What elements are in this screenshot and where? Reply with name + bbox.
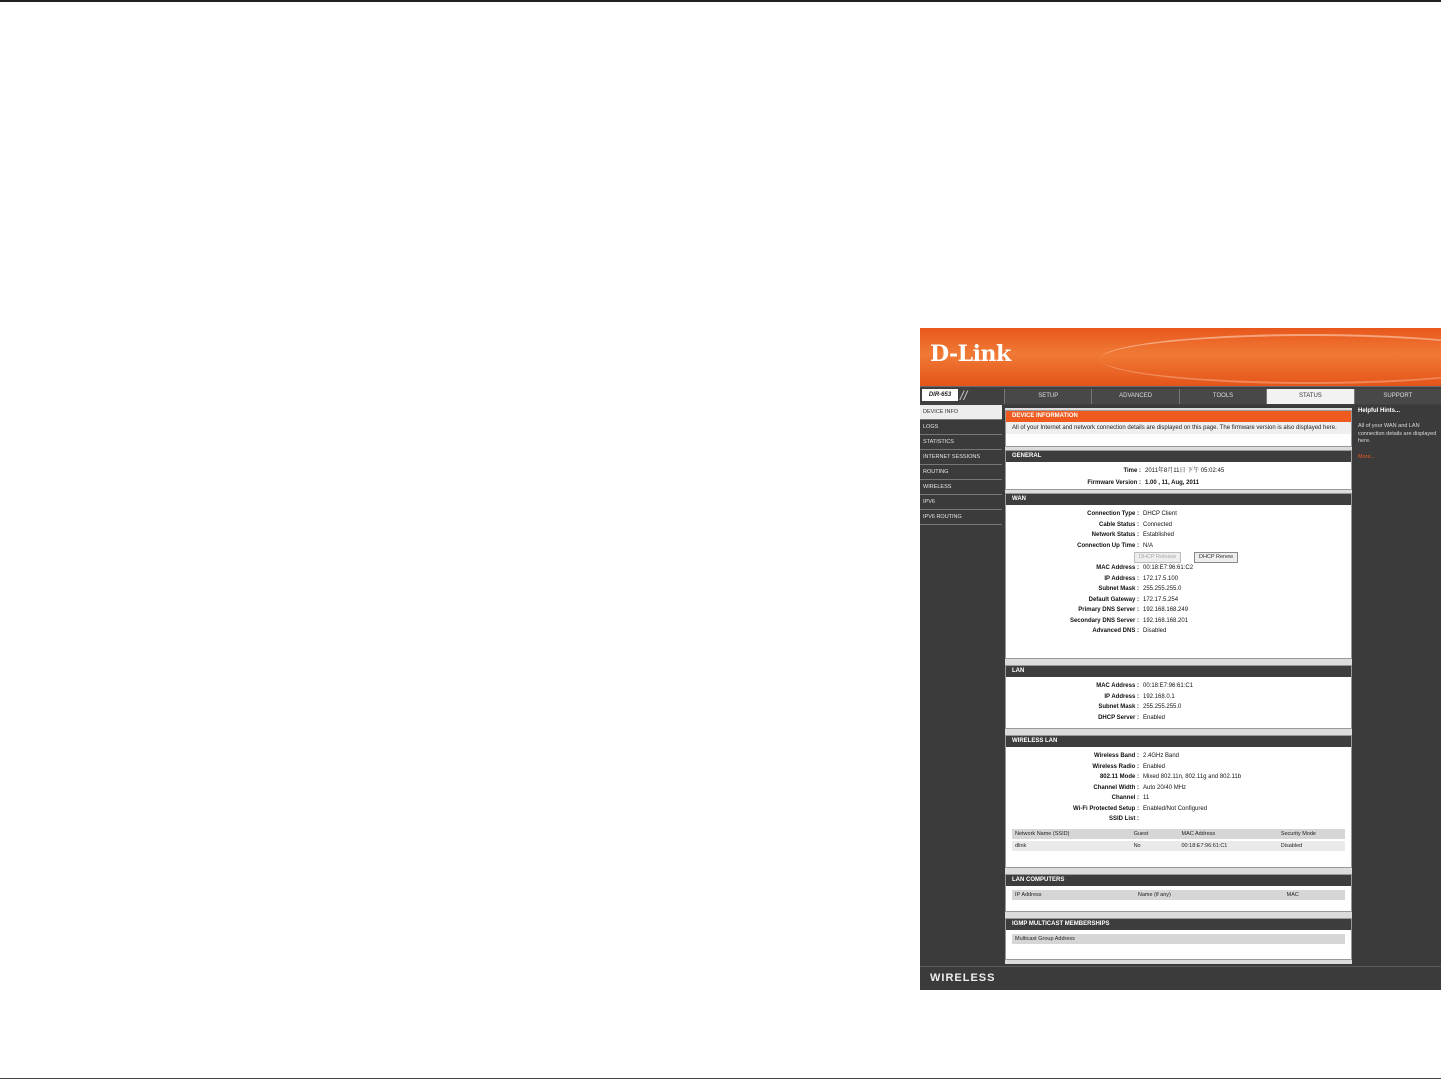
ssid-cell: 00:18:E7:96:61:C1 <box>1181 842 1228 849</box>
row-label: Channel : <box>1111 795 1139 801</box>
info-row <box>1006 713 1351 724</box>
row-label: IP Address : <box>1104 693 1139 700</box>
row-value: 11 <box>1143 795 1150 801</box>
row-label: Default Gateway : <box>1088 596 1139 603</box>
info-row <box>1006 509 1351 520</box>
row-value: Enabled/Not Configured <box>1143 805 1208 812</box>
firmware-label: Firmware Version : <box>1087 479 1141 486</box>
row-value: Enabled <box>1143 714 1166 721</box>
hints-text: All of your WAN and LAN connection details are displayed here. <box>1358 423 1437 444</box>
sidebar-item-logs[interactable]: LOGS <box>920 420 1002 435</box>
row-value: 192.168.168.201 <box>1143 617 1189 624</box>
row-label: Subnet Mask : <box>1098 586 1139 592</box>
device-info-box <box>1005 410 1352 447</box>
top-rule <box>0 0 1441 2</box>
row-label: SSID List : <box>1108 816 1139 822</box>
lan-computers-table <box>1012 890 1345 900</box>
row-value: 172.17.5.100 <box>1143 575 1179 582</box>
row-value: DHCP Client <box>1143 511 1177 517</box>
info-row <box>1006 563 1351 574</box>
lan-computers-title: LAN COMPUTERS <box>1006 875 1351 886</box>
info-row <box>1006 804 1351 815</box>
sidebar <box>920 405 1002 965</box>
info-row <box>1006 626 1351 637</box>
tab-support[interactable]: SUPPORT <box>1354 389 1441 404</box>
row-value: Established <box>1143 532 1175 538</box>
ssid-header-cell: Network Name (SSID) <box>1015 830 1070 837</box>
lan-computers-header-cell: MAC <box>1286 892 1299 898</box>
lan-rows <box>1006 681 1351 723</box>
row-label: Wireless Band : <box>1094 753 1139 759</box>
row-label: Secondary DNS Server : <box>1069 617 1139 624</box>
lan-box <box>1005 665 1352 729</box>
info-row <box>1006 814 1351 825</box>
row-label: Channel Width : <box>1093 784 1139 791</box>
ssid-cell: dlink <box>1015 842 1027 849</box>
row-value: 192.168.168.249 <box>1143 607 1189 613</box>
row-value: Enabled <box>1143 763 1166 770</box>
time-value: 2011年8月11日 下午 05:02:45 <box>1145 468 1225 474</box>
info-row <box>1006 605 1351 616</box>
wan-rows-2 <box>1006 563 1351 637</box>
model-badge: DIR-653 <box>922 389 958 401</box>
wan-box <box>1005 493 1352 659</box>
row-label: Cable Status : <box>1098 521 1139 528</box>
info-row <box>1006 762 1351 773</box>
wlan-rows <box>1006 751 1351 825</box>
sidebar-item-device-info[interactable]: DEVICE INFO <box>920 405 1002 420</box>
info-row <box>1006 692 1351 703</box>
info-row <box>1006 793 1351 804</box>
top-nav <box>920 386 1441 405</box>
igmp-box <box>1005 918 1352 960</box>
time-row <box>1006 466 1351 478</box>
igmp-header-cell: Multicast Group Address <box>1015 936 1075 942</box>
dhcp-buttons <box>1006 551 1351 563</box>
info-row <box>1006 681 1351 692</box>
ssid-table-header <box>1012 829 1345 839</box>
ssid-header-cell: Guest <box>1133 830 1149 837</box>
igmp-table <box>1012 934 1345 944</box>
tab-status[interactable]: STATUS <box>1266 389 1353 404</box>
row-label: Connection Type : <box>1087 511 1139 517</box>
sidebar-item-statistics[interactable]: STATISTICS <box>920 435 1002 450</box>
row-value: Auto 20/40 MHz <box>1143 784 1187 791</box>
dhcp-renew-button[interactable]: DHCP Renew <box>1194 552 1238 563</box>
lan-computers-header-cell: Name (if any) <box>1137 892 1171 898</box>
row-label: MAC Address : <box>1096 683 1139 689</box>
igmp-header <box>1012 934 1345 944</box>
row-label: 802.11 Mode : <box>1099 774 1139 780</box>
info-row <box>1006 772 1351 783</box>
row-label: Network Status : <box>1091 532 1139 538</box>
hints-title: Helpful Hints... <box>1358 408 1400 414</box>
row-label: Advanced DNS : <box>1092 628 1139 634</box>
tab-setup[interactable]: SETUP <box>1004 389 1091 404</box>
sidebar-item-wireless[interactable]: WIRELESS <box>920 480 1002 495</box>
ssid-header-cell: Security Mode <box>1280 830 1316 837</box>
sidebar-item-internet-sessions[interactable]: INTERNET SESSIONS <box>920 450 1002 465</box>
general-title: GENERAL <box>1006 451 1351 462</box>
igmp-title: IGMP MULTICAST MEMBERSHIPS <box>1006 919 1351 930</box>
lan-computers-box <box>1005 874 1352 912</box>
main-content <box>1005 408 1352 964</box>
row-value: 172.17.5.254 <box>1143 596 1179 603</box>
info-row <box>1006 616 1351 627</box>
time-label: Time : <box>1123 468 1141 474</box>
row-value: 2.4GHz Band <box>1143 753 1180 759</box>
hints-more-link[interactable]: More... <box>1358 453 1376 460</box>
sidebar-item-ipv6-routing[interactable]: IPV6 ROUTING <box>920 510 1002 525</box>
divider-slashes-icon: // <box>960 388 968 403</box>
row-label: DHCP Server : <box>1098 714 1139 721</box>
brand-banner <box>920 328 1441 386</box>
firmware-value: 1.00 , 11, Aug, 2011 <box>1145 479 1200 486</box>
row-label: MAC Address : <box>1096 565 1139 571</box>
row-label: Subnet Mask : <box>1098 704 1139 710</box>
tab-advanced[interactable]: ADVANCED <box>1091 389 1178 404</box>
lan-computers-header <box>1012 890 1345 900</box>
info-row <box>1006 541 1351 552</box>
info-row <box>1006 751 1351 762</box>
info-row <box>1006 530 1351 541</box>
ssid-header-cell: MAC Address <box>1181 830 1216 837</box>
info-row <box>1006 702 1351 713</box>
wan-title: WAN <box>1006 494 1351 505</box>
row-label: IP Address : <box>1104 575 1139 582</box>
lan-title: LAN <box>1006 666 1351 677</box>
row-value: 255.255.255.0 <box>1143 586 1182 592</box>
info-row <box>1006 595 1351 606</box>
wireless-lan-box <box>1005 735 1352 868</box>
table-row <box>1012 841 1345 851</box>
footer-bar <box>920 966 1441 990</box>
footer-wireless-text: WIRELESS <box>930 972 996 984</box>
info-row <box>1006 584 1351 595</box>
tab-tools[interactable]: TOOLS <box>1179 389 1266 404</box>
row-value: 00:18:E7:96:61:C2 <box>1143 565 1194 571</box>
nav-tabs <box>1004 389 1441 404</box>
row-value: N/A <box>1143 542 1154 549</box>
info-row <box>1006 520 1351 531</box>
row-value: Mixed 802.11n, 802.11g and 802.11b <box>1143 774 1242 780</box>
row-label: Wi-Fi Protected Setup : <box>1073 805 1139 812</box>
helpful-hints-panel <box>1355 405 1441 965</box>
wan-rows <box>1006 509 1351 551</box>
dhcp-release-button[interactable]: DHCP Release <box>1134 552 1181 563</box>
lan-computers-header-cell: IP Address <box>1015 892 1042 898</box>
device-info-title: DEVICE INFORMATION <box>1006 411 1351 422</box>
info-row <box>1006 574 1351 585</box>
firmware-row <box>1006 478 1351 490</box>
wireless-lan-title: WIRELESS LAN <box>1006 736 1351 747</box>
row-label: Primary DNS Server : <box>1078 607 1139 613</box>
row-label: Connection Up Time : <box>1077 542 1139 549</box>
row-label: Wireless Radio : <box>1092 763 1139 770</box>
row-value: 255.255.255.0 <box>1143 704 1182 710</box>
bottom-rule <box>0 1078 1441 1079</box>
sidebar-item-routing[interactable]: ROUTING <box>920 465 1002 480</box>
dlink-logo: D-Link <box>930 341 1011 367</box>
general-box <box>1005 450 1352 490</box>
row-value: 00:18:E7:96:61:C1 <box>1143 683 1194 689</box>
row-value: Connected <box>1143 521 1173 528</box>
row-value: 192.168.0.1 <box>1143 693 1175 700</box>
row-value: Disabled <box>1143 628 1167 634</box>
sidebar-item-ipv6[interactable]: IPV6 <box>920 495 1002 510</box>
router-status-screenshot <box>920 328 1441 990</box>
info-row <box>1006 783 1351 794</box>
device-info-desc: All of your Internet and network connection details are displayed on this page. The firmware version is also displayed here. <box>1006 422 1351 434</box>
ssid-cell: No <box>1133 842 1141 849</box>
ssid-cell: Disabled <box>1280 842 1303 849</box>
ssid-table <box>1012 829 1345 851</box>
